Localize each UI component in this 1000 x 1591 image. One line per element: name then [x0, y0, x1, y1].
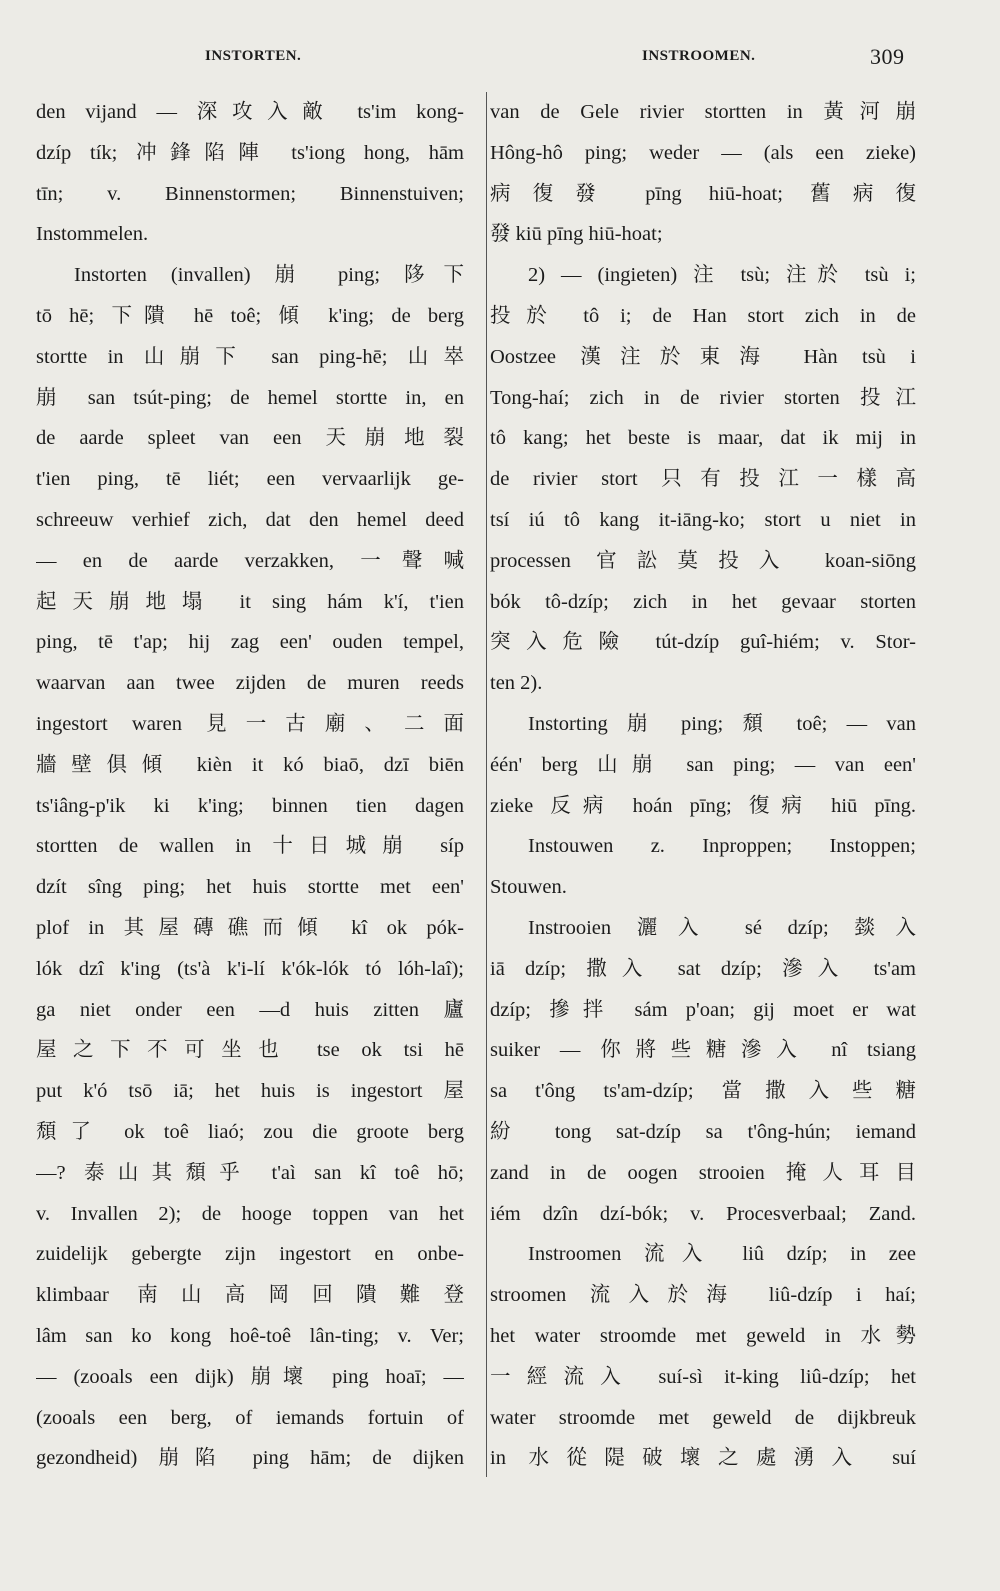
page-number: 309	[870, 44, 905, 69]
text-line: Oostzee 漢注於東海 Hàn tsù i	[490, 345, 916, 368]
text-line: ingestort waren 見一古廟、二面	[36, 712, 464, 735]
text-line: ping, tē t'ap; hij zag een' ouden tempel,	[36, 631, 464, 654]
text-line: stortte in 山崩下 san ping-hē; 山崒	[36, 345, 464, 368]
text-line: 崩 san tsút-ping; de hemel stortte in, en	[36, 386, 464, 409]
text-line: waarvan aan twee zijden de muren reeds	[36, 672, 464, 695]
text-line: dzíp; 摻拌 sám p'oan; gij moet er wat	[490, 998, 916, 1021]
text-line: 一經流入 suí-sì it-king liû-dzíp; het	[490, 1365, 916, 1388]
text-line: de aarde spleet van een 天崩地裂	[36, 427, 464, 450]
text-line: 投於 tô i; de Han stort zich in de	[490, 304, 916, 327]
running-head-right: INSTROOMEN.	[642, 48, 756, 64]
text-line: stortten de wallen in 十日城崩 síp	[36, 835, 464, 858]
right-column	[490, 92, 916, 1482]
text-line: zuidelijk gebergte zijn ingestort en onbe-	[36, 1243, 464, 1266]
text-line: Tong-haí; zich in de rivier storten 投江	[490, 386, 916, 409]
text-line: 頹了 ok toê liaó; zou die groote berg	[36, 1120, 464, 1143]
text-line: tō hē; 下隤 hē toê; 傾 k'ing; de berg	[36, 304, 464, 327]
text-line: 病復發 pīng hiū-hoat; 舊病復	[490, 182, 916, 205]
text-line: sa t'ông ts'am-dzíp; 當撒入些糖	[490, 1080, 916, 1103]
text-line: stroomen 流入於海 liû-dzíp i haí;	[490, 1284, 916, 1307]
text-line: zand in de oogen strooien 掩人耳目	[490, 1161, 916, 1184]
text-line: gezondheid) 崩陷 ping hām; de dijken	[36, 1447, 464, 1470]
text-line: ts'iâng-p'ik ki k'ing; binnen tien dagen	[36, 794, 464, 817]
text-line: tsí iú tô kang it-iāng-ko; stort u niet in	[490, 508, 916, 531]
text-line: ga niet onder een —d huis zitten 廬	[36, 998, 464, 1021]
text-line: ten 2).	[490, 672, 543, 695]
text-line: zieke 反病 hoán pīng; 復病 hiū pīng.	[490, 794, 916, 817]
entry-line-instouwen: Instouwen z. Inproppen; Instoppen;	[528, 835, 916, 858]
text-line: (zooals een berg, of iemands fortuin of	[36, 1406, 464, 1429]
text-line: tīn; v. Binnenstormen; Binnenstuiven;	[36, 182, 464, 205]
text-line: Hông-hô ping; weder — (als een zieke)	[490, 141, 916, 164]
running-head-left: INSTORTEN.	[205, 48, 302, 64]
text-line: klimbaar 南山高岡回隤難登	[36, 1284, 464, 1307]
text-line: 屋之下不可坐也 tse ok tsi hē	[36, 1039, 464, 1062]
text-line: bók tô-dzíp; zich in het gevaar storten	[490, 590, 916, 613]
text-line: iém dzîn dzí-bók; v. Procesverbaal; Zand.	[490, 1202, 916, 1225]
text-line: lók dzî k'ing (ts'à k'i-lí k'ók-lók tó lóh-laî);	[36, 957, 464, 980]
running-head	[0, 44, 1000, 72]
entry-line-instroomen: Instroomen 流入 liû dzíp; in zee	[528, 1243, 916, 1266]
text-line: plof in 其屋磚礁而傾 kî ok pók-	[36, 916, 464, 939]
text-line: processen 官訟莫投入 koan-siōng	[490, 549, 916, 572]
text-line: t'ien ping, tē liét; een vervaarlijk ge-	[36, 468, 464, 491]
text-line: —? 泰山其頹乎 t'aì san kî toê hō;	[36, 1161, 464, 1184]
column-divider	[486, 92, 487, 1477]
left-column	[36, 92, 464, 1482]
text-line: — en de aarde verzakken, 一聲喊	[36, 549, 464, 572]
text-line: — (zooals een dijk) 崩壞 ping hoaī; —	[36, 1365, 464, 1388]
text-line: in 水從隄破壞之處湧入 suí	[490, 1447, 916, 1470]
text-line: dzíp tík; 冲鋒陷陣 ts'iong hong, hām	[36, 141, 464, 164]
text-line: tô kang; het beste is maar, dat ik mij in	[490, 427, 916, 450]
text-line: lâm san ko kong hoê-toê lân-ting; v. Ver;	[36, 1324, 464, 1347]
text-line: den vijand — 深攻入敵 ts'im kong-	[36, 101, 464, 123]
text-line: van de Gele rivier stortten in 黃河崩	[490, 101, 916, 123]
text-line: 突入危險 tút-dzíp guî-hiém; v. Stor-	[490, 631, 916, 654]
text-line: suiker — 你將些糖滲入 nî tsiang	[490, 1039, 916, 1062]
text-line: Stouwen.	[490, 876, 567, 899]
text-line: de rivier stort 只有投江一樣高	[490, 468, 916, 491]
text-line: schreeuw verhief zich, dat den hemel deed	[36, 508, 464, 531]
text-line: water stroomde met geweld de dijkbreuk	[490, 1406, 916, 1429]
text-line: 牆壁俱傾 kièn it kó biaō, dzī biēn	[36, 753, 464, 776]
text-line: iā dzíp; 撒入 sat dzíp; 滲入 ts'am	[490, 957, 916, 980]
text-line: v. Invallen 2); de hooge toppen van het	[36, 1202, 464, 1225]
text-line: 紛 tong sat-dzíp sa t'ông-hún; iemand	[490, 1120, 916, 1143]
entry-line-instrooien: Instrooien 灑入 sé dzíp; 燅入	[528, 916, 916, 939]
entry-line-instorten: Instorten (invallen) 崩 ping; 陊下	[74, 264, 464, 287]
text-line: 發 kiū pīng hiū-hoat;	[490, 223, 663, 246]
text-line: één' berg 山崩 san ping; — van een'	[490, 753, 916, 776]
text-line: dzít sîng ping; het huis stortte met een'	[36, 876, 464, 899]
text-line: put k'ó tsō iā; het huis is ingestort 屋	[36, 1080, 464, 1103]
text-line: het water stroomde met geweld in 水勢	[490, 1324, 916, 1347]
entry-line-instorting: Instorting 崩 ping; 頹 toê; — van	[528, 712, 916, 735]
text-line: 起天崩地塌 it sing hám k'í, t'ien	[36, 590, 464, 613]
text-line: Instommelen.	[36, 223, 149, 246]
text-line: 2) — (ingieten) 注 tsù; 注於 tsù i;	[528, 264, 916, 287]
